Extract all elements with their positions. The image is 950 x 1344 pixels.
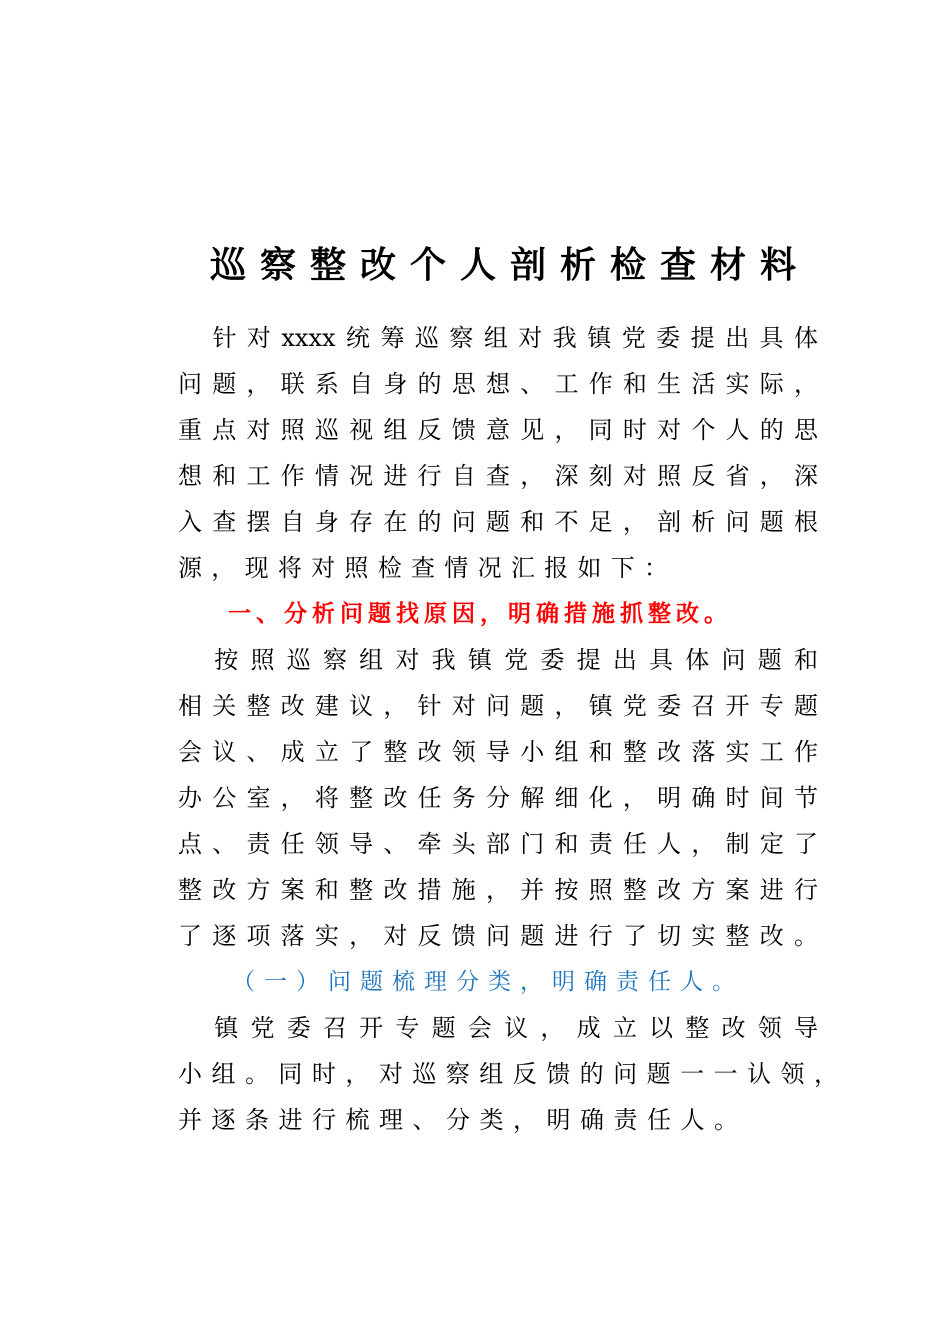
section-heading-1: 一、分析问题找原因，明确措施抓整改。 [228, 601, 732, 627]
paragraph-line: 针对xxxx统筹巡察组对我镇党委提出具体 [178, 324, 818, 352]
paragraph-line: 相关整改建议，针对问题，镇党委召开专题 [178, 692, 818, 720]
paragraph-line: 整改方案和整改措施，并按照整改方案进行 [178, 876, 818, 904]
paragraph-line: 点、责任领导、牵头部门和责任人，制定了 [178, 830, 818, 858]
paragraph-line: 按照巡察组对我镇党委提出具体问题和 [178, 646, 818, 674]
paragraph-line: 办公室，将整改任务分解细化，明确时间节 [178, 784, 818, 812]
paragraph-line: 源，现将对照检查情况汇报如下： [178, 554, 668, 582]
paragraph-line: 问题，联系自身的思想、工作和生活实际， [178, 370, 818, 398]
paragraph-line: 并逐条进行梳理、分类，明确责任人。 [178, 1106, 738, 1134]
paragraph-line: 会议、成立了整改领导小组和整改落实工作 [178, 738, 818, 766]
paragraph-line: 重点对照巡视组反馈意见，同时对个人的思 [178, 416, 818, 444]
paragraph-line: 了逐项落实，对反馈问题进行了切实整改。 [178, 922, 818, 950]
paragraph-line: 入查摆自身存在的问题和不足，剖析问题根 [178, 508, 818, 536]
paragraph-line: 小组。同时，对巡察组反馈的问题一一认领， [178, 1060, 838, 1088]
paragraph-line: 想和工作情况进行自查，深刻对照反省，深 [178, 462, 818, 490]
paragraph-line: 镇党委召开专题会议，成立以整改领导 [178, 1014, 818, 1042]
section-subheading-1: （一）问题梳理分类，明确责任人。 [232, 969, 744, 995]
document-title: 巡察整改个人剖析检查材料 [209, 244, 810, 286]
